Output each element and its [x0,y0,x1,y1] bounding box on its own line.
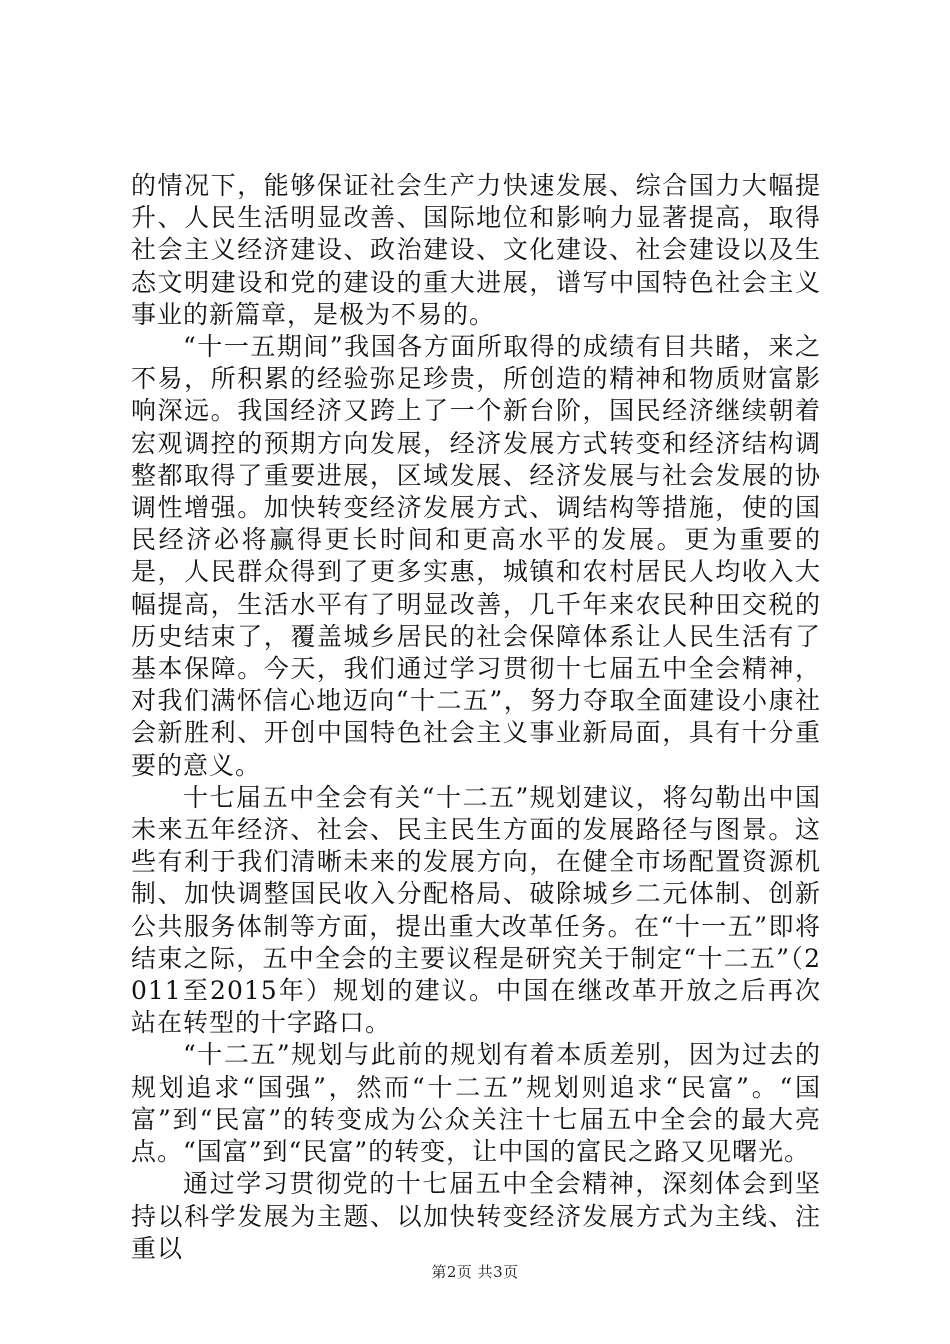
paragraph-3: 十七届五中全会有关“十二五”规划建议，将勾勒出中国未来五年经济、社会、民主民生方面的发展路径与图景。这些有利于我们清晰未来的发展方向，在健全市场配置资源机制、加快调整国民收入分配格局、破除城乡二元体制、创新公共服务体制等方面，提出重大改革任务。在“十一五”即将结束之际，五中全会的主要议程是研究关于制定“十二五”（2011至2015年）规划的建议。中国在继改革开放之后再次站在转型的十字路口。 [131,782,821,1038]
paragraph-1: 的情况下，能够保证社会生产力快速发展、综合国力大幅提升、人民生活明显改善、国际地位和影响力显著提高，取得社会主义经济建设、政治建设、文化建设、社会建设以及生态文明建设和党的建设的重大进展，谱写中国特色社会主义事业的新篇章，是极为不易的。 [131,171,821,329]
paragraph-5: 通过学习贯彻党的十七届五中全会精神，深刻体会到坚持以科学发展为主题、以加快转变经济发展方式为主线、注重以 [131,1169,821,1263]
body-text [131,170,821,1265]
page-number-footer: 第2页 共3页 [431,1263,519,1281]
paragraph-4: “十二五”规划与此前的规划有着本质差别，因为过去的规划追求“国强”，然而“十二五”规划则追求“民富”。“国富”到“民富”的转变成为公众关注十七届五中全会的最大亮点。“国富”到“民富”的转变，让中国的富民之路又见曙光。 [131,1040,821,1167]
paragraph-2: “十一五期间”我国各方面所取得的成绩有目共睹，来之不易，所积累的经验弥足珍贵，所创造的精神和物质财富影响深远。我国经济又跨上了一个新台阶，国民经济继续朝着宏观调控的预期方向发展，经济发展方式转变和经济结构调整都取得了重要进展，区域发展、经济发展与社会发展的协调性增强。加快转变经济发展方式、调结构等措施，使的国民经济必将赢得更长时间和更高水平的发展。更为重要的是，人民群众得到了更多实惠，城镇和农村居民人均收入大幅提高，生活水平有了明显改善，几千年来农民种田交税的历史结束了，覆盖城乡居民的社会保障体系让人民生活有了基本保障。今天，我们通过学习贯彻十七届五中全会精神，对我们满怀信心地迈向“十二五”，努力夺取全面建设小康社会新胜利、开创中国特色社会主义事业新局面，具有十分重要的意义。 [131,332,821,780]
